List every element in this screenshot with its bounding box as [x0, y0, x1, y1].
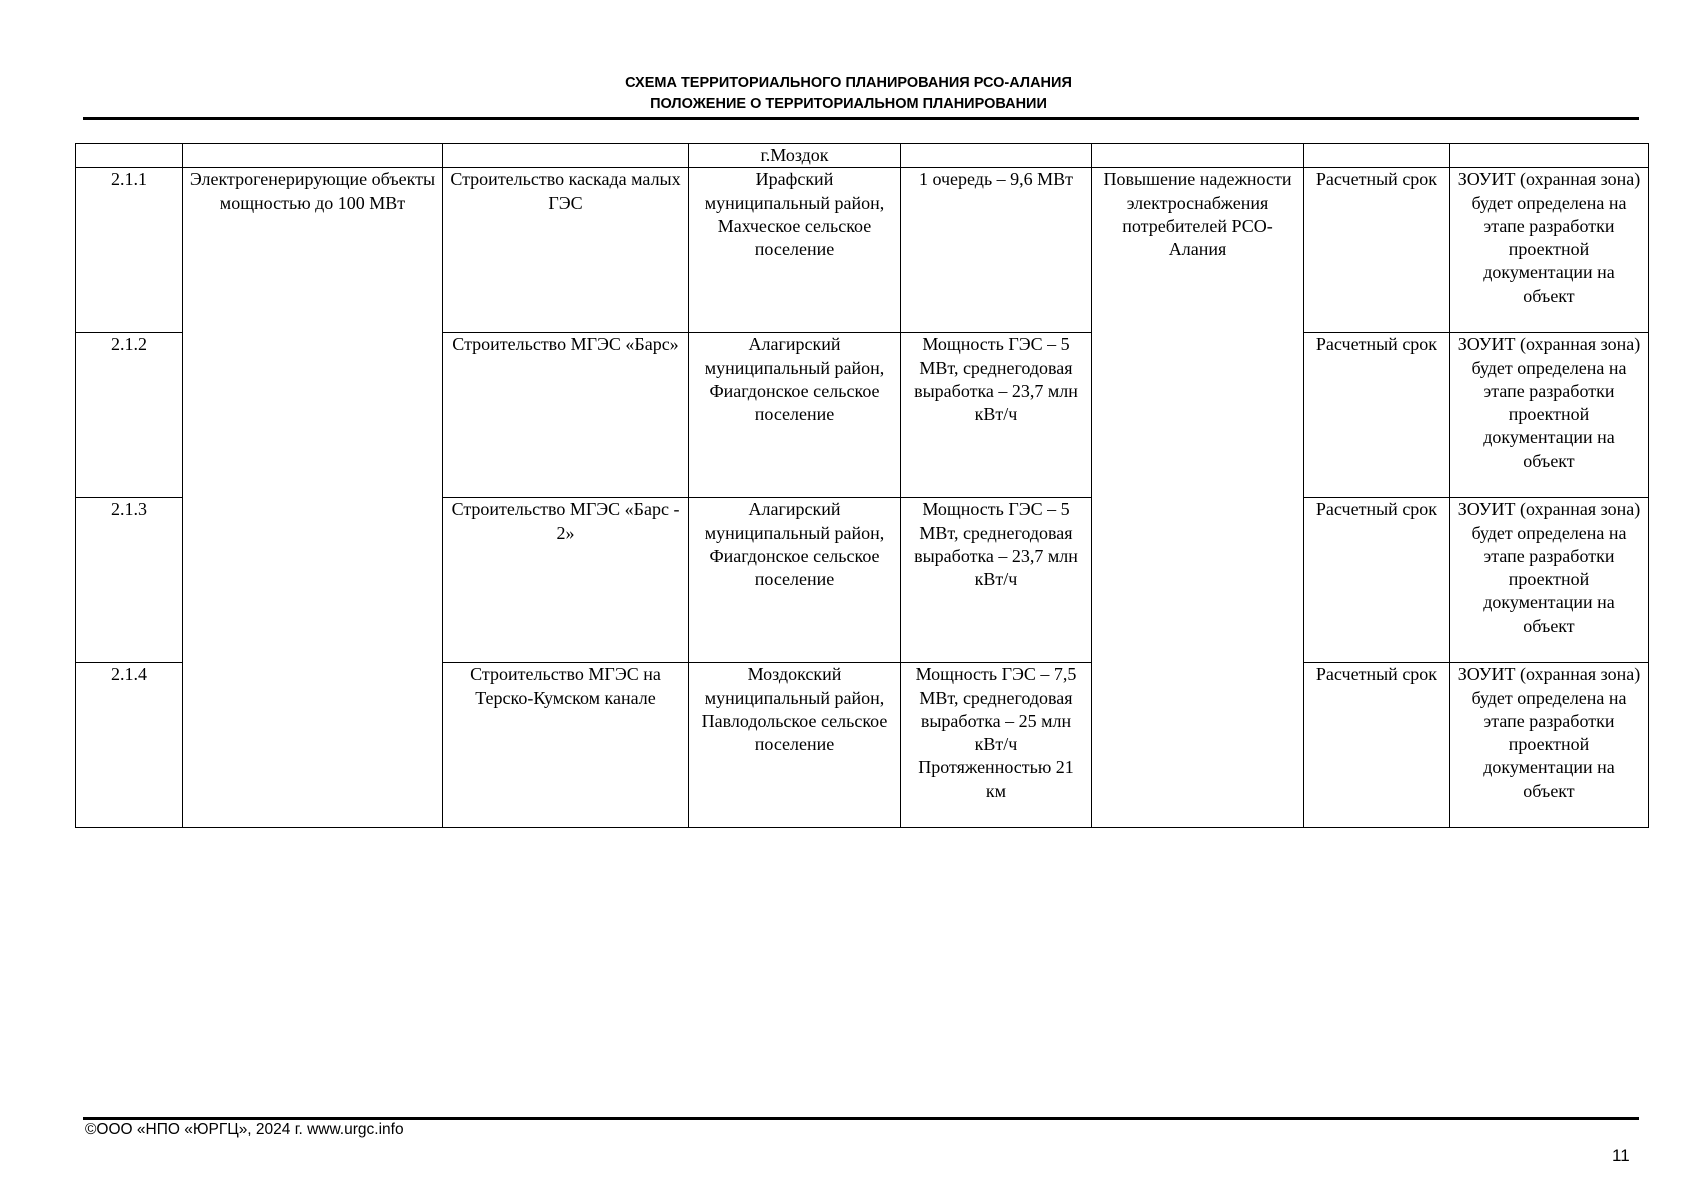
row-number-cell: 2.1.2: [76, 333, 183, 498]
object-name-cell: Строительство МГЭС «Барс - 2»: [443, 498, 689, 663]
header-title: СХЕМА ТЕРРИТОРИАЛЬНОГО ПЛАНИРОВАНИЯ РСО-АЛАНИЯ: [625, 75, 1072, 91]
location-cell: Алагирский муниципальный район, Фиагдонское сельское поселение: [689, 333, 901, 498]
table-row: [76, 168, 1649, 333]
object-name-cell: Строительство МГЭС «Барс»: [443, 333, 689, 498]
table-cell: [901, 144, 1092, 168]
table-cell: [443, 144, 689, 168]
page-number: 11: [1612, 1146, 1630, 1165]
parameters-cell: 1 очередь – 9,6 МВт: [901, 168, 1092, 333]
purpose-cell: Повышение надежности электроснабжения потребителей РСО-Алания: [1092, 168, 1304, 828]
footer-rule: [83, 1117, 1639, 1120]
header-subtitle: ПОЛОЖЕНИЕ О ТЕРРИТОРИАЛЬНОМ ПЛАНИРОВАНИИ: [650, 96, 1047, 112]
continued-location-cell: г.Моздок: [689, 144, 901, 168]
row-number-cell: 2.1.3: [76, 498, 183, 663]
zone-cell: ЗОУИТ (охранная зона) будет определена на этапе разработки проектной документации на объект: [1450, 168, 1649, 333]
table-cell: [76, 144, 183, 168]
parameters-cell: Мощность ГЭС – 5 МВт, среднегодовая выработка – 23,7 млн кВт/ч: [901, 333, 1092, 498]
footer-copyright: ©ООО «НПО «ЮРГЦ», 2024 г. www.urgc.info: [85, 1121, 404, 1138]
zone-cell: ЗОУИТ (охранная зона) будет определена на этапе разработки проектной документации на объект: [1450, 498, 1649, 663]
zone-cell: ЗОУИТ (охранная зона) будет определена на этапе разработки проектной документации на объект: [1450, 333, 1649, 498]
term-cell: Расчетный срок: [1304, 333, 1450, 498]
table-cell: [183, 144, 443, 168]
parameters-cell: Мощность ГЭС – 7,5 МВт, среднегодовая выработка – 25 млн кВт/ч Протяженностью 21 км: [901, 663, 1092, 828]
table-cell: [1450, 144, 1649, 168]
term-cell: Расчетный срок: [1304, 498, 1450, 663]
location-cell: Алагирский муниципальный район, Фиагдонское сельское поселение: [689, 498, 901, 663]
location-cell: Моздокский муниципальный район, Павлодольское сельское поселение: [689, 663, 901, 828]
parameters-cell: Мощность ГЭС – 5 МВт, среднегодовая выработка – 23,7 млн кВт/ч: [901, 498, 1092, 663]
term-cell: Расчетный срок: [1304, 663, 1450, 828]
header-rule: [83, 117, 1639, 120]
category-cell: Электрогенерирующие объекты мощностью до 100 МВт: [183, 168, 443, 828]
row-number-cell: 2.1.1: [76, 168, 183, 333]
object-name-cell: Строительство МГЭС на Терско-Кумском канале: [443, 663, 689, 828]
term-cell: Расчетный срок: [1304, 168, 1450, 333]
table-cell: [1304, 144, 1450, 168]
zone-cell: ЗОУИТ (охранная зона) будет определена на этапе разработки проектной документации на объект: [1450, 663, 1649, 828]
object-name-cell: Строительство каскада малых ГЭС: [443, 168, 689, 333]
location-cell: Ирафский муниципальный район, Махческое сельское поселение: [689, 168, 901, 333]
table-cell: [1092, 144, 1304, 168]
row-number-cell: 2.1.4: [76, 663, 183, 828]
table-row: [76, 144, 1649, 168]
document-header: [0, 73, 1697, 115]
planning-table: [75, 143, 1649, 828]
